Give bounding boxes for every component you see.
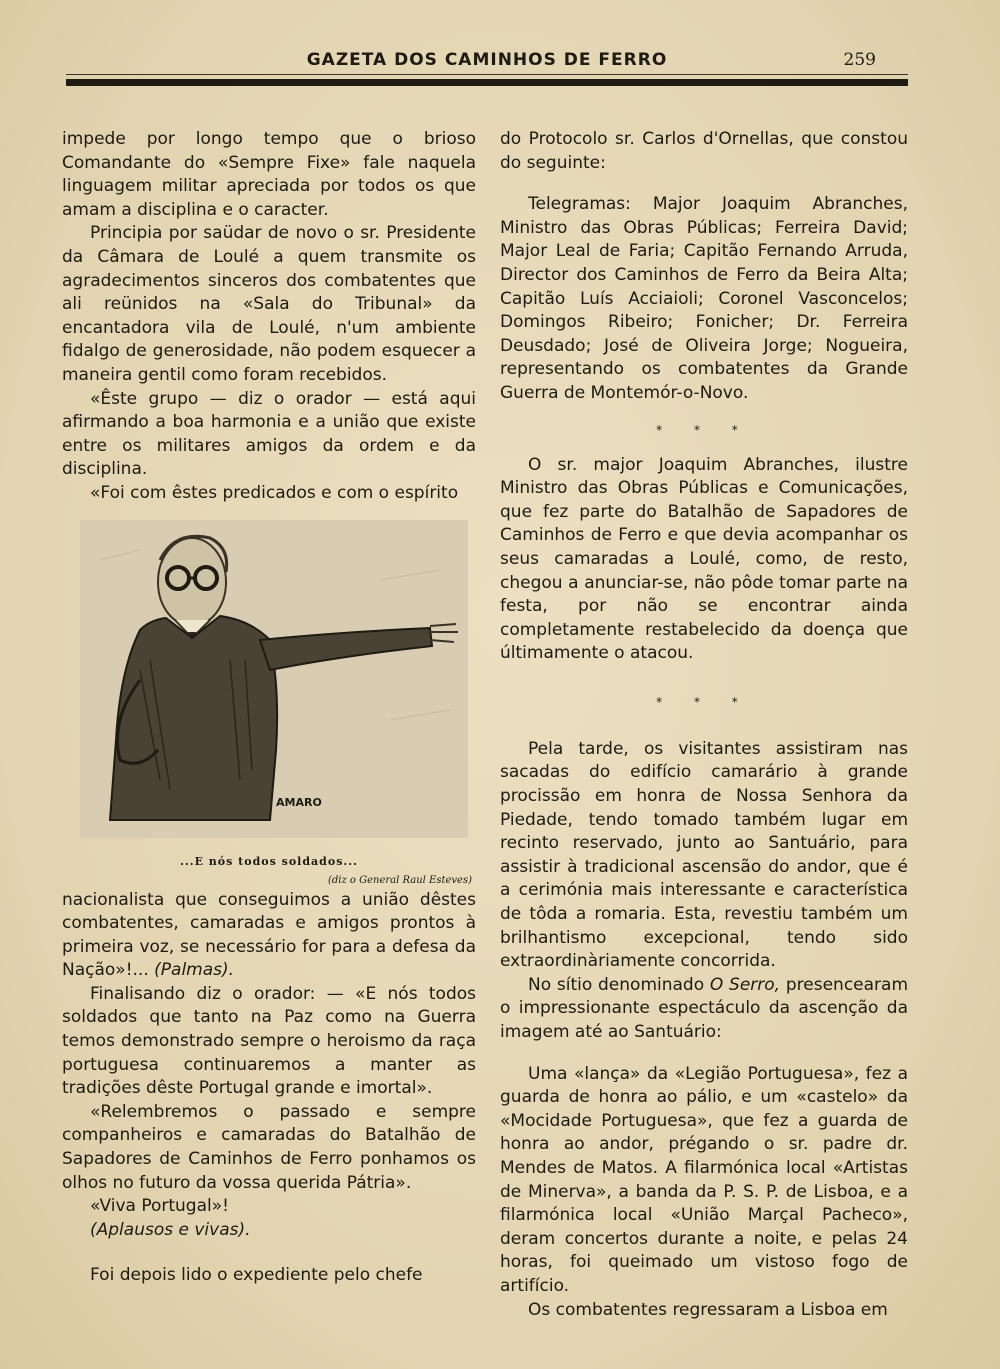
paragraph: «Viva Portugal»!: [90, 1196, 229, 1217]
paragraph: «Relembremos o passado e sempre companheiros e camaradas do Batalhão de Sapadores de Caminhos de Ferro ponhamos os olhos no futuro da vossa querida Pátria».: [62, 1101, 476, 1193]
paragraph: Os combatentes regressaram a Lisboa em: [528, 1299, 888, 1320]
illustration-caption: ...E nós todos soldados...: [180, 854, 358, 868]
telegram-list: Telegramas: Major Joaquim Abranches, Ministro das Obras Públicas; Ferreira David; Major Leal de Faria; Capitão Fernando Arruda, Director dos Caminhos de Ferro da Beira Alta; Capitão Luís Acciaioli; Coronel Vasconcelos; Domingos Ribeiro; Fonicher; Dr. Ferreira Deusdado; José de Oliveira Jorge; Nogueira, representando os combatentes da Grande Guerra de Montemór-o-Novo.: [500, 194, 908, 403]
paragraph: impede por longo tempo que o brioso Comandante do «Sempre Fixe» fale naquela linguagem militar apreciada por todos os que amam a disciplina e o caracter.: [62, 129, 476, 220]
applause-note: (Palmas).: [154, 960, 235, 981]
header-rule-thin: [66, 74, 908, 75]
journal-title: GAZETA DOS CAMINHOS DE FERRO: [306, 50, 668, 70]
illustration-credit: (diz o General Raul Esteves): [327, 874, 472, 886]
applause-note: (Aplausos e vivas).: [90, 1219, 251, 1240]
section-separator: * * *: [656, 694, 752, 709]
paragraph-text: No sítio denominado: [528, 974, 705, 995]
paragraph-text: presencearam o impressionante espectáculo da ascenção da imagem até ao Santuário:: [500, 974, 909, 1042]
right-column: [500, 128, 908, 1322]
paragraph: «Êste grupo — diz o orador — está aqui afirmando a boa harmonia e a união que existe entre os militares amigos da ordem e da disciplina.: [62, 388, 476, 480]
left-column: [62, 128, 476, 1288]
place-name: O Serro,: [709, 974, 781, 995]
paragraph-text: nacionalista que conseguimos a união dêstes combatentes, camaradas e amigos prontos à primeira voz, se necessário for para a defesa da Nação»!...: [62, 889, 476, 981]
paragraph: O sr. major Joaquim Abranches, ilustre Ministro das Obras Públicas e Comunicações, que fez parte do Batalhão de Sapadores de Caminhos de Ferro e que devia acompanhar os seus camaradas a Loulé, como, de resto, chegou a anunciar-se, não pôde tomar parte na festa, por não se encontrar ainda completamente restabelecido da doença que últimamente o atacou.: [500, 454, 908, 664]
paragraph: Uma «lança» da «Legião Portuguesa», fez a guarda de honra ao pálio, e um «castelo» da «Mocidade Portuguesa», que fez a guarda de honra ao andor, prégando o sr. padre dr. Mendes de Matos. A filarmónica local «Artistas de Minerva», a banda da P. S. P. de Lisboa, e a filarmónica local «União Marçal Pacheco», deram concertos durante a noite, e pelas 24 horas, foi queimado um vistoso fogo de artifício.: [500, 1063, 908, 1296]
portrait-sketch: [80, 520, 468, 838]
section-separator: * * *: [656, 422, 752, 437]
paragraph: do Protocolo sr. Carlos d'Ornellas, que constou do seguinte:: [500, 129, 908, 173]
spacer: [500, 175, 908, 193]
spacer: [62, 1242, 476, 1264]
illustration-speaker-portrait: [80, 520, 468, 838]
spacer: [500, 1045, 908, 1063]
artist-signature: AMARO: [276, 795, 322, 809]
paragraph: Foi depois lido o expediente pelo chefe: [90, 1265, 423, 1286]
paragraph: Pela tarde, os visitantes assistiram nas sacadas do edifício camarário à grande procissão em honra de Nossa Senhora da Piedade, tendo tomado também lugar em recinto reservado, junto ao Santuário, para assistir à tradicional ascensão do andor, que é a cerimónia mais interessante e característica de tôda a romaria. Esta, revestiu também um brilhantismo excepcional, tendo sido extraordinàriamente concorrida.: [500, 738, 908, 972]
paragraph: [500, 974, 908, 1045]
page-number: 259: [843, 50, 876, 70]
header-rule-thick: [66, 79, 908, 86]
paragraph: [62, 1219, 476, 1243]
paragraph: Finalisando diz o orador: — «E nós todos soldados que tanto na Paz como na Guerra temos demonstrado sempre o heroismo da raça portuguesa continuaremos a manter as tradições dêste Portugal grande e imortal».: [62, 983, 476, 1099]
paragraph: «Foi com êstes predicados e com o espírito: [90, 482, 459, 503]
paragraph: Principia por saüdar de novo o sr. Presidente da Câmara de Loulé a quem transmite os agradecimentos sinceros dos combatentes que ali reünidos na «Sala do Tribunal» da encantadora vila de Loulé, n'um ambiente fidalgo de generosidade, não podem esquecer a maneira gentil como foram recebidos.: [62, 223, 476, 385]
paragraph: [62, 889, 476, 983]
running-header: [66, 48, 908, 90]
